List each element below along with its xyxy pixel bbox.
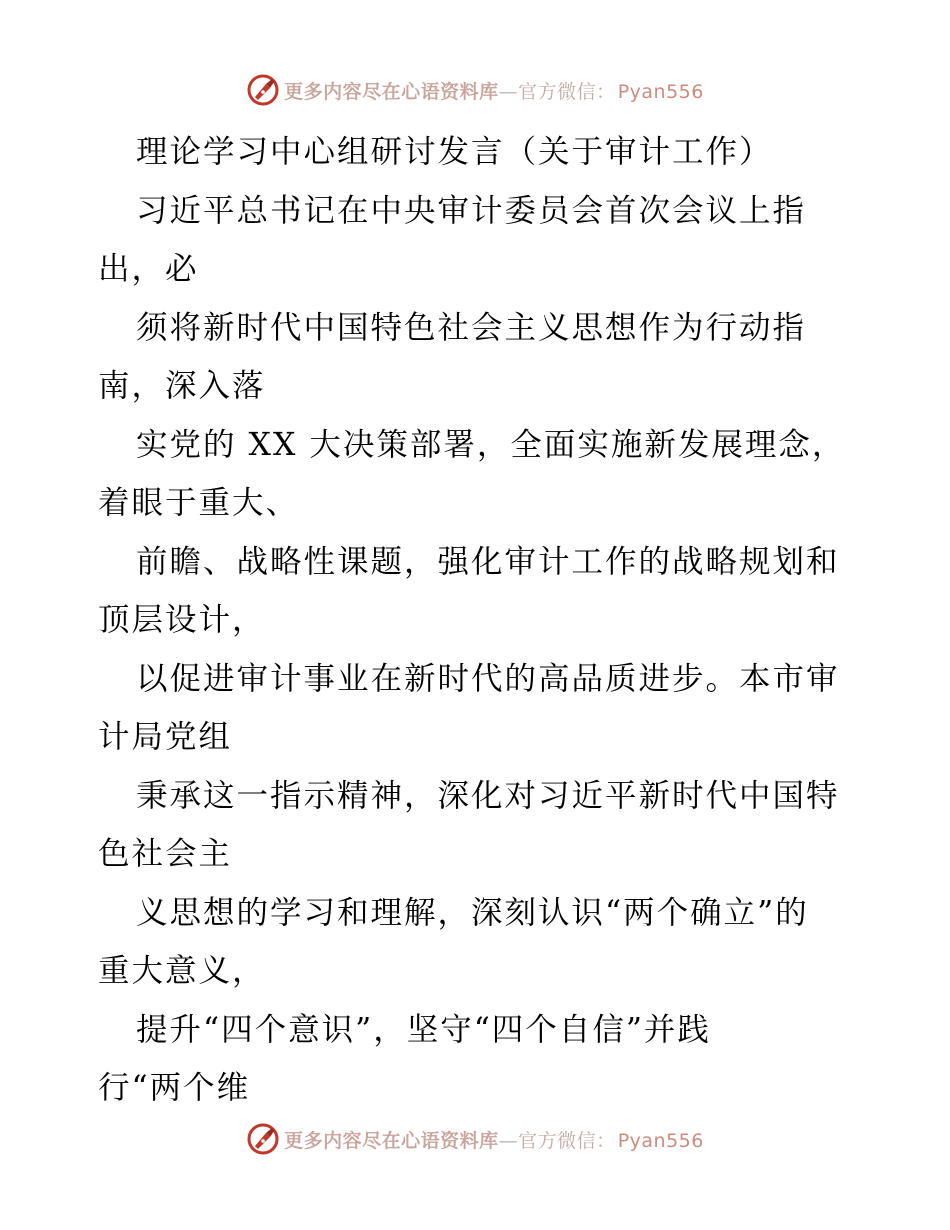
header-watermark-banner (0, 68, 950, 112)
paragraph-line: 重大意义， (98, 953, 266, 989)
paragraph-line: 顶层设计， (98, 602, 266, 638)
paragraph-line: 实党的 XX 大决策部署，全面实施新发展理念， (136, 426, 846, 463)
document-body (98, 123, 868, 1118)
watermark-wechat-id: Pyan556 (617, 80, 704, 103)
watermark-dash: — (498, 1129, 519, 1152)
watermark-wechat-label: 官方微信： (518, 80, 616, 103)
paragraph-line: 须将新时代中国特色社会主义思想作为行动指 (136, 309, 807, 346)
pen-nib-logo-icon (246, 1122, 280, 1156)
paragraph-line: 前瞻、战略性课题，强化审计工作的战略规划和 (136, 543, 840, 580)
watermark-text (284, 77, 704, 104)
watermark-main-text: 更多内容尽在心语资料库 (284, 1129, 499, 1152)
paragraph-line: 以促进审计事业在新时代的高品质进步。本市审 (136, 660, 840, 697)
watermark-dash: — (498, 80, 519, 103)
paragraph-line: 南，深入落 (98, 368, 266, 404)
paragraph-line: 着眼于重大、 (98, 485, 300, 521)
paragraph-line: 出，必 (98, 251, 199, 287)
footer-watermark-banner (0, 1117, 950, 1161)
paragraph-line: 秉承这一指示精神，深化对习近平新时代中国特 (136, 777, 840, 814)
document-title: 理论学习中心组研讨发言（关于审计工作） (136, 134, 773, 170)
pen-nib-logo-icon (246, 73, 280, 107)
paragraph-line: 行“两个维 (98, 1070, 251, 1106)
watermark-wechat-label: 官方微信： (518, 1129, 616, 1152)
paragraph-line: 义思想的学习和理解，深刻认识“两个确立”的 (136, 894, 809, 931)
watermark-main-text: 更多内容尽在心语资料库 (284, 80, 499, 103)
watermark-wechat-id: Pyan556 (617, 1129, 704, 1152)
paragraph-line: 提升“四个意识”，坚守“四个自信”并践 (136, 1011, 711, 1048)
paragraph-line: 习近平总书记在中央审计委员会首次会议上指 (136, 192, 807, 229)
watermark-text (284, 1126, 704, 1153)
paragraph-line: 计局党组 (98, 719, 233, 755)
paragraph-line: 色社会主 (98, 836, 233, 872)
